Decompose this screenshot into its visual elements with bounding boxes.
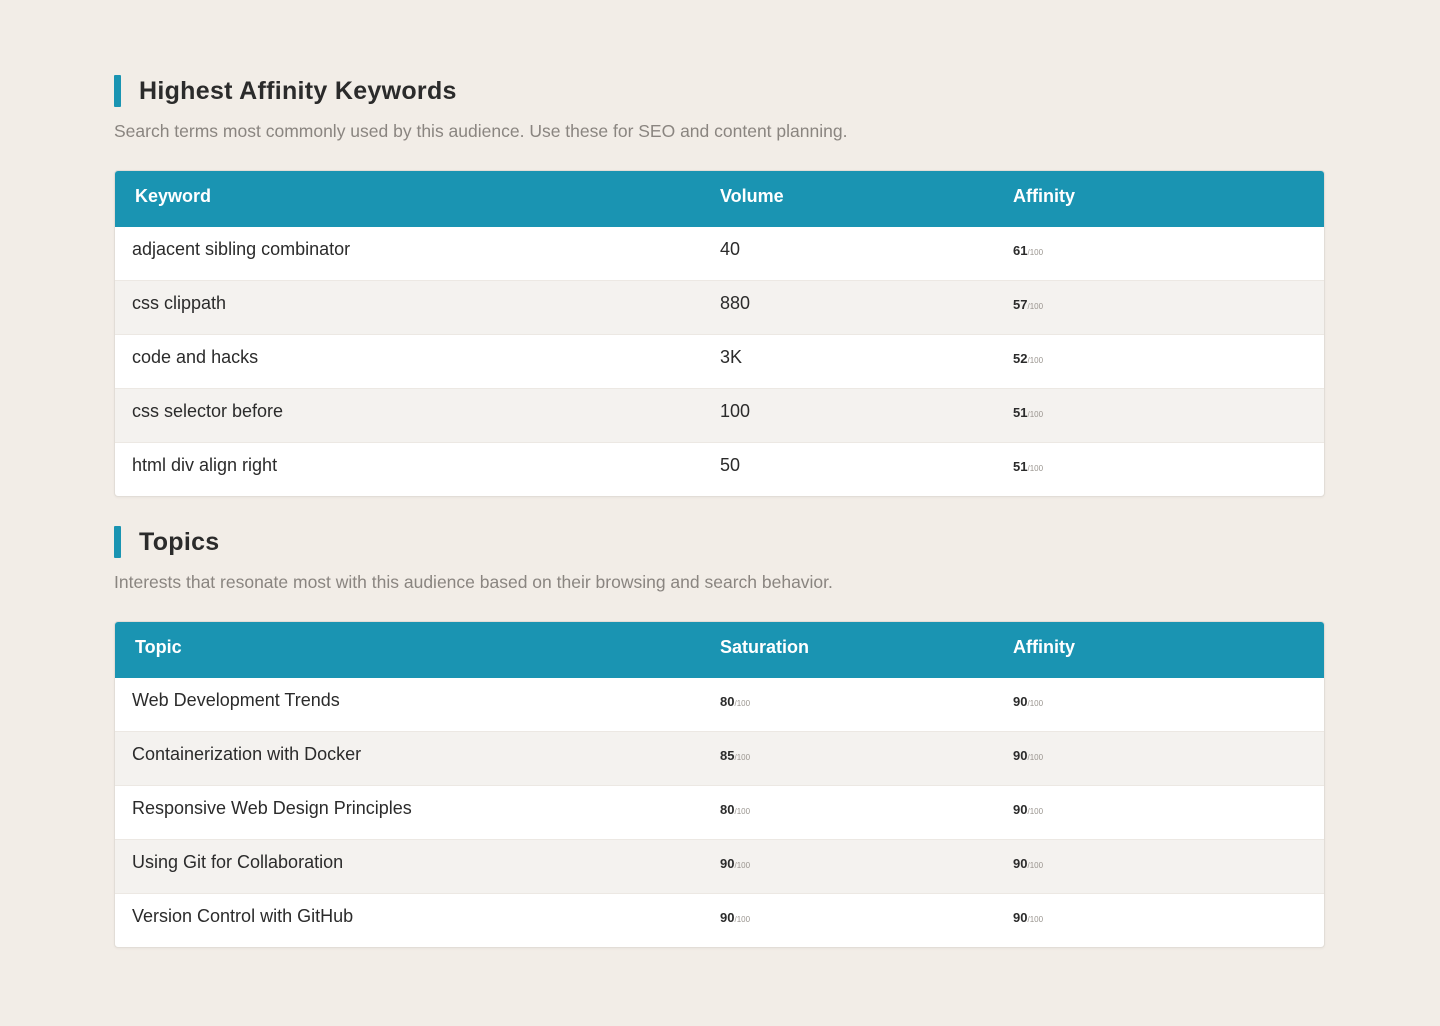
affinity-cell [1013,335,1043,383]
affinity-max: /100 [1027,861,1044,870]
saturation-cell [720,894,750,942]
affinity-cell [1013,732,1043,780]
column-header-volume[interactable]: Volume [720,186,784,206]
keywords-description: Search terms most commonly used by this audience. Use these for SEO and content planning. [114,121,848,141]
keywords-header [114,75,1325,109]
keyword-cell: code and hacks [132,347,259,367]
column-header-keyword[interactable]: Keyword [135,186,212,206]
topics-section [114,526,1325,948]
table-row[interactable] [115,388,1324,442]
keywords-accent-bar [114,75,121,107]
table-row[interactable] [115,442,1324,496]
affinity-max: /100 [1027,248,1044,257]
saturation-max: /100 [734,753,751,762]
topics-header [114,526,1325,560]
volume-cell: 100 [720,401,751,421]
volume-cell: 880 [720,293,751,313]
keyword-cell: css selector before [132,401,284,421]
keywords-table-body [115,227,1324,496]
keywords-title: Highest Affinity Keywords [139,77,457,105]
topics-table [114,621,1325,948]
keywords-section [114,75,1325,497]
affinity-score: 90 [1013,910,1028,925]
table-row[interactable] [115,893,1324,947]
affinity-cell [1013,786,1043,834]
affinity-score: 90 [1013,748,1028,763]
keyword-cell: html div align right [132,455,278,475]
keyword-cell: css clippath [132,293,227,313]
keyword-cell: adjacent sibling combinator [132,239,351,259]
affinity-cell [1013,227,1043,275]
affinity-max: /100 [1027,464,1044,473]
saturation-score: 90 [720,910,735,925]
saturation-cell [720,732,750,780]
affinity-cell [1013,894,1043,942]
keywords-table-header [115,171,1324,227]
column-header-topic[interactable]: Topic [135,637,182,657]
affinity-score: 90 [1013,802,1028,817]
topic-cell: Containerization with Docker [132,744,362,764]
topics-title: Topics [139,528,220,556]
affinity-max: /100 [1027,807,1044,816]
saturation-max: /100 [734,861,751,870]
saturation-score: 80 [720,694,735,709]
affinity-score: 51 [1013,459,1028,474]
table-row[interactable] [115,731,1324,785]
saturation-score: 80 [720,802,735,817]
affinity-max: /100 [1027,699,1044,708]
topic-cell: Using Git for Collaboration [132,852,344,872]
saturation-max: /100 [734,807,751,816]
affinity-max: /100 [1027,302,1044,311]
affinity-cell [1013,840,1043,888]
column-header-affinity[interactable]: Affinity [1013,186,1075,206]
saturation-cell [720,678,750,726]
saturation-score: 90 [720,856,735,871]
saturation-score: 85 [720,748,735,763]
topics-table-header [115,622,1324,678]
affinity-max: /100 [1027,410,1044,419]
affinity-score: 51 [1013,405,1028,420]
affinity-score: 52 [1013,351,1028,366]
affinity-max: /100 [1027,915,1044,924]
table-row[interactable] [115,280,1324,334]
table-row[interactable] [115,227,1324,280]
affinity-score: 90 [1013,694,1028,709]
topics-description: Interests that resonate most with this audience based on their browsing and search behavior. [114,572,833,592]
column-header-affinity[interactable]: Affinity [1013,637,1075,657]
volume-cell: 3K [720,347,743,367]
affinity-max: /100 [1027,753,1044,762]
table-row[interactable] [115,785,1324,839]
affinity-score: 90 [1013,856,1028,871]
saturation-max: /100 [734,699,751,708]
affinity-cell [1013,678,1043,726]
table-row[interactable] [115,839,1324,893]
affinity-score: 61 [1013,243,1028,258]
column-header-saturation[interactable]: Saturation [720,637,810,657]
saturation-max: /100 [734,915,751,924]
topics-table-body [115,678,1324,947]
saturation-cell [720,840,750,888]
topic-cell: Responsive Web Design Principles [132,798,412,818]
topics-accent-bar [114,526,121,558]
affinity-cell [1013,443,1043,491]
affinity-cell [1013,281,1043,329]
table-row[interactable] [115,334,1324,388]
keywords-table [114,170,1325,497]
volume-cell: 50 [720,455,741,475]
table-row[interactable] [115,678,1324,731]
affinity-cell [1013,389,1043,437]
topic-cell: Version Control with GitHub [132,906,354,926]
saturation-cell [720,786,750,834]
affinity-score: 57 [1013,297,1028,312]
topic-cell: Web Development Trends [132,690,340,710]
volume-cell: 40 [720,239,741,259]
affinity-max: /100 [1027,356,1044,365]
